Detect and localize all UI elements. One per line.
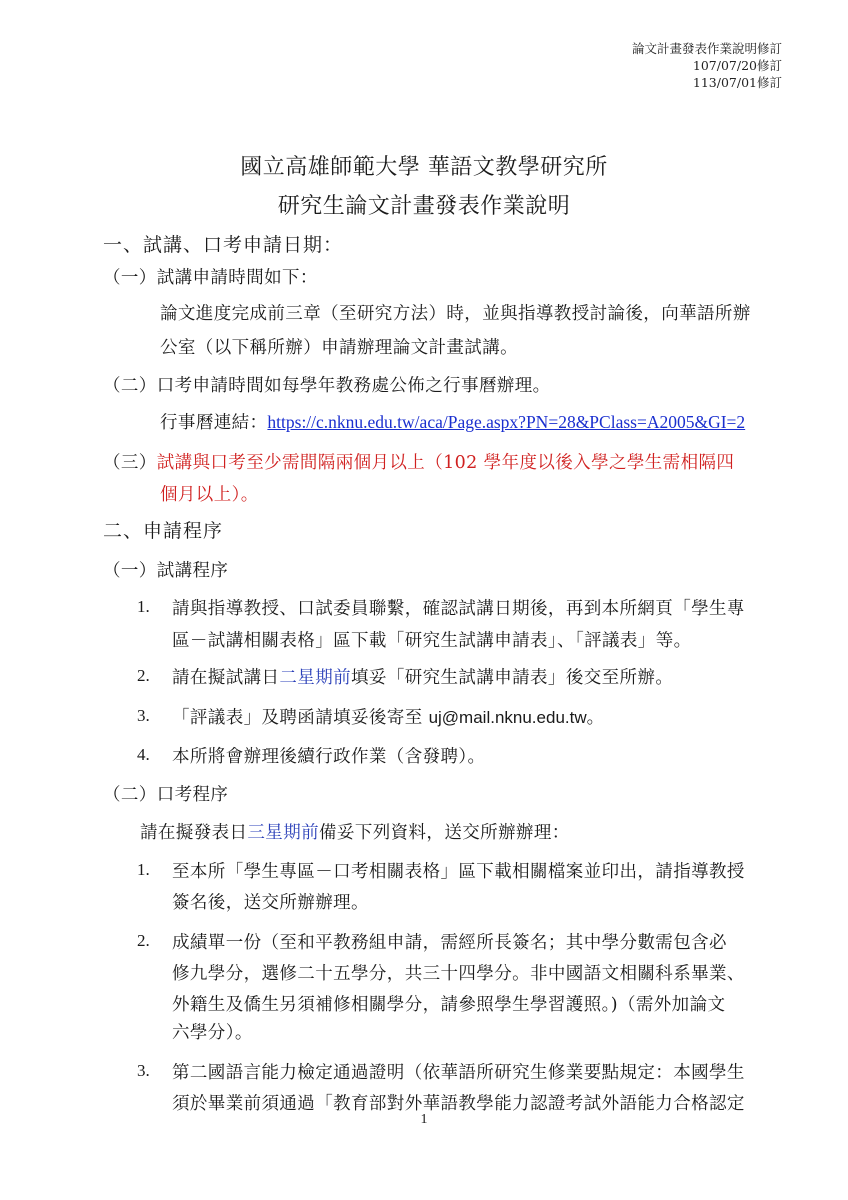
document-subtitle: 研究生論文計畫發表作業說明 bbox=[277, 194, 571, 219]
step-number: 2. bbox=[137, 666, 150, 685]
calendar-link[interactable]: https://c.nknu.edu.tw/aca/Page.aspx?PN=28&PClass=A2005&GI=2 bbox=[267, 412, 746, 432]
link-prefix: 行事曆連結： bbox=[160, 413, 268, 433]
step-number: 1. bbox=[137, 860, 150, 879]
step-number: 2. bbox=[137, 931, 150, 950]
step-text: 修九學分，選修二十五學分，共三十四學分。非中國語文相關科系畢業、 bbox=[172, 964, 745, 984]
item-label: （二）口考申請時間如每學年教務處公佈之行事曆辦理。 bbox=[103, 376, 551, 396]
item-number: （三） bbox=[103, 453, 157, 473]
paragraph-line: 公室（以下稱所辦）申請辦理論文計畫試講。 bbox=[160, 338, 518, 358]
step-text: 本所將會辦理後續行政作業（含發聘）。 bbox=[172, 747, 486, 767]
revision-line: 113/07/01修訂 bbox=[692, 75, 782, 90]
item-label bbox=[103, 449, 734, 474]
revision-line: 107/07/20修訂 bbox=[692, 58, 782, 73]
highlight-text-red: 試講與口考至少需間隔兩個月以上（102 學年度以後入學之學生需相隔四 bbox=[156, 453, 735, 473]
step-text: 區－試講相關表格」區下載「研究生試講申請表」、「評議表」等。 bbox=[172, 631, 692, 651]
intro-text-part: 請在擬發表日 bbox=[140, 823, 248, 843]
intro-text-part: 備妥下列資料，送交所辦辦理： bbox=[319, 823, 570, 843]
calendar-link-line bbox=[160, 409, 745, 434]
paragraph-line: 論文進度完成前三章（至研究方法）時，並與指導教授討論後，向華語所辦 bbox=[160, 304, 751, 324]
step-text: 第二國語言能力檢定通過證明（依華語所研究生修業要點規定：本國學生 bbox=[172, 1063, 745, 1083]
step-number: 3. bbox=[137, 1061, 150, 1080]
step-text: 成績單一份（至和平教務組申請，需經所長簽名；其中學分數需包含必 bbox=[172, 933, 727, 953]
email-address[interactable]: uj@mail.nknu.edu.tw bbox=[428, 708, 587, 727]
subsection-label: （一）試講程序 bbox=[103, 561, 229, 581]
intro-text bbox=[140, 819, 570, 844]
document-title: 國立高雄師範大學 華語文教學研究所 bbox=[240, 155, 608, 180]
step-text: 至本所「學生專區－口考相關表格」區下載相關檔案並印出，請指導教授 bbox=[172, 862, 745, 882]
step-text: 六學分）。 bbox=[172, 1023, 253, 1043]
section-heading: 一、試講、口考申請日期： bbox=[103, 234, 344, 256]
step-text bbox=[172, 704, 605, 729]
step-number: 1. bbox=[137, 597, 150, 616]
step-text: 簽名後，送交所辦辦理。 bbox=[172, 893, 369, 913]
item-label: （一）試講申請時間如下： bbox=[103, 268, 318, 288]
step-text: 外籍生及僑生另須補修相關學分，請參照學生學習護照。)（需外加論文 bbox=[172, 995, 726, 1015]
subsection-label: （二）口考程序 bbox=[103, 785, 229, 805]
deadline-highlight: 三星期前 bbox=[247, 823, 320, 843]
section-heading: 二、申請程序 bbox=[103, 520, 224, 542]
step-text-part: 。 bbox=[586, 708, 605, 728]
step-text bbox=[172, 664, 673, 689]
step-number: 4. bbox=[137, 745, 150, 764]
highlight-text-red: 個月以上）。 bbox=[160, 485, 259, 505]
revision-header bbox=[632, 40, 782, 91]
page-number: 1 bbox=[420, 1112, 428, 1127]
revision-line: 論文計畫發表作業說明修訂 bbox=[631, 41, 782, 56]
step-text-part: 填妥「研究生試講申請表」後交至所辦。 bbox=[351, 668, 674, 688]
step-text: 請與指導教授、口試委員聯繫，確認試講日期後，再到本所網頁「學生專 bbox=[172, 599, 745, 619]
step-number: 3. bbox=[137, 706, 150, 725]
deadline-highlight: 二星期前 bbox=[279, 668, 352, 688]
step-text: 須於畢業前須通過「教育部對外華語教學能力認證考試外語能力合格認定 bbox=[172, 1094, 745, 1114]
step-text-part: 請在擬試講日 bbox=[172, 668, 280, 688]
step-text-part: 「評議表」及聘函請填妥後寄至 bbox=[172, 708, 429, 728]
